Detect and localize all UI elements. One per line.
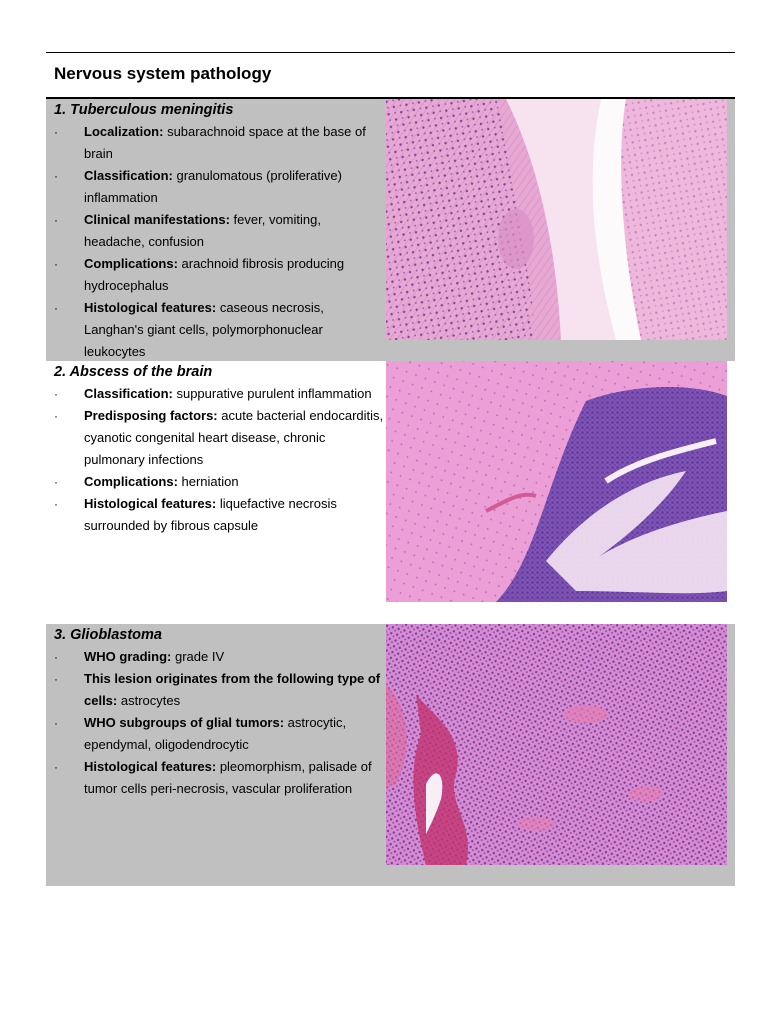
- bullet-icon: ·: [54, 672, 58, 686]
- bullet-icon: ·: [54, 409, 58, 423]
- bullet-icon: ·: [54, 301, 58, 315]
- item-label: This lesion originates from the following type of cells:: [84, 671, 381, 708]
- item-label: Localization:: [84, 124, 164, 139]
- bullet-icon: ·: [54, 169, 58, 183]
- item-label: Histological features:: [84, 496, 217, 511]
- list-item: [54, 209, 384, 253]
- list-item: [54, 646, 384, 668]
- item-label: Complications:: [84, 474, 178, 489]
- bullet-icon: ·: [54, 125, 58, 139]
- top-rule: [46, 52, 735, 53]
- item-text: fever, vomiting, headache, confusion: [84, 212, 321, 249]
- list-item: [54, 668, 384, 712]
- item-label: Complications:: [84, 256, 178, 271]
- bullet-icon: ·: [54, 213, 58, 227]
- bullet-icon: ·: [54, 475, 58, 489]
- list-item: [54, 297, 384, 363]
- item-text: acute bacterial endocarditis, cyanotic congenital heart disease, chronic pulmonary infections: [84, 408, 384, 467]
- item-text: subarachnoid space at the base of brain: [84, 124, 366, 161]
- list-item: [54, 756, 384, 800]
- section-glioblastoma: [46, 624, 735, 886]
- page-title: Nervous system pathology: [54, 64, 272, 83]
- bullet-icon: ·: [54, 257, 58, 271]
- section-title: 3. Glioblastoma: [54, 627, 162, 643]
- item-label: Histological features:: [84, 300, 217, 315]
- section-title: 2. Abscess of the brain: [54, 364, 213, 380]
- list-item: [54, 712, 384, 756]
- item-text: caseous necrosis, Langhan's giant cells, polymorphonuclear leukocytes: [84, 300, 324, 359]
- item-label: Predisposing factors:: [84, 408, 218, 423]
- item-label: Classification:: [84, 168, 173, 183]
- item-text: granulomatous (proliferative) inflammation: [84, 168, 342, 205]
- histology-micrograph-tuberculous-meningitis-icon: [386, 99, 727, 340]
- bullet-icon: ·: [54, 650, 58, 664]
- list-item: [54, 383, 384, 405]
- item-label: WHO subgroups of glial tumors:: [84, 715, 285, 730]
- item-text: astrocytic, ependymal, oligodendrocytic: [84, 715, 347, 752]
- histology-micrograph-glioblastoma-icon: [386, 624, 727, 865]
- bullet-icon: ·: [54, 387, 58, 401]
- list-item: [54, 493, 384, 537]
- bullet-icon: ·: [54, 716, 58, 730]
- item-label: Histological features:: [84, 759, 217, 774]
- item-text: herniation: [177, 474, 239, 489]
- item-text: grade IV: [171, 649, 225, 664]
- item-text: arachnoid fibrosis producing hydrocephalus: [84, 256, 345, 293]
- section-abscess-of-the-brain: [46, 361, 735, 603]
- section-text: [54, 624, 384, 800]
- bullet-icon: ·: [54, 760, 58, 774]
- item-text: pleomorphism, palisade of tumor cells peri-necrosis, vascular proliferation: [84, 759, 372, 796]
- list-item: [54, 253, 384, 297]
- item-label: WHO grading:: [84, 649, 172, 664]
- histology-micrograph-brain-abscess-icon: [386, 361, 727, 602]
- section-tuberculous-meningitis: [46, 99, 735, 361]
- list-item: [54, 471, 384, 493]
- feature-list: [54, 383, 384, 537]
- bullet-icon: ·: [54, 497, 58, 511]
- feature-list: [54, 646, 384, 800]
- item-label: Classification:: [84, 386, 173, 401]
- list-item: [54, 405, 384, 471]
- section-text: [54, 99, 384, 363]
- list-item: [54, 165, 384, 209]
- section-text: [54, 361, 384, 537]
- item-text: astrocytes: [117, 693, 181, 708]
- item-text: liquefactive necrosis surrounded by fibrous capsule: [84, 496, 337, 533]
- section-title: 1. Tuberculous meningitis: [54, 102, 234, 118]
- item-label: Clinical manifestations:: [84, 212, 230, 227]
- feature-list: [54, 121, 384, 363]
- list-item: [54, 121, 384, 165]
- item-text: suppurative purulent inflammation: [172, 386, 372, 401]
